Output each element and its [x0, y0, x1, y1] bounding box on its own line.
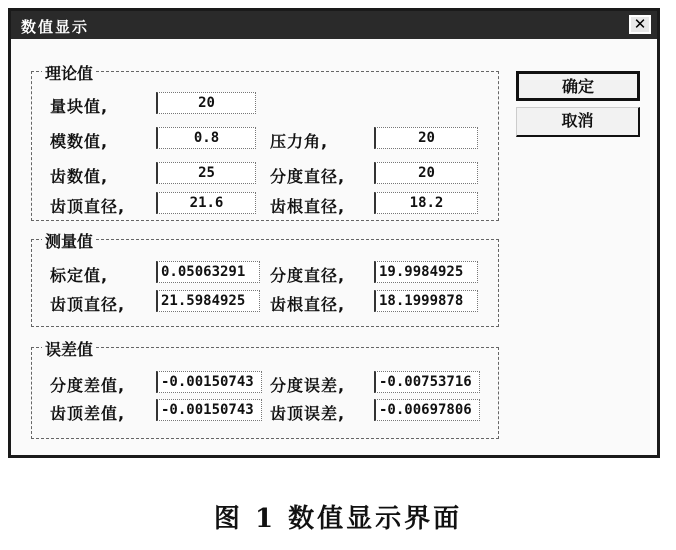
- pitch-error-label: 分度误差,: [270, 376, 346, 395]
- tip-error-field[interactable]: -0.00697806: [374, 399, 480, 421]
- figure-caption: 图 1 数值显示界面: [213, 504, 463, 534]
- window-title: 数值显示: [21, 18, 90, 36]
- pitch-diff-field[interactable]: -0.00150743: [156, 371, 262, 393]
- dialog-window: [8, 8, 660, 458]
- theory-group: [31, 64, 499, 221]
- title-bar: [11, 11, 657, 39]
- theory-group-title: 理论值: [42, 61, 96, 84]
- error-group-title: 误差值: [42, 337, 96, 360]
- pitch-diameter-field[interactable]: 20: [374, 162, 478, 184]
- calibration-label: 标定值,: [50, 266, 109, 285]
- close-button[interactable]: [629, 15, 651, 34]
- ok-button[interactable]: 确定: [516, 71, 640, 101]
- pressure-angle-label: 压力角,: [270, 132, 329, 151]
- teeth-field[interactable]: 25: [156, 162, 256, 184]
- measured-pitch-diameter-field[interactable]: 19.9984925: [374, 261, 478, 283]
- error-group: [31, 340, 499, 439]
- cancel-button[interactable]: 取消: [516, 107, 640, 137]
- close-icon: ✕: [633, 15, 647, 33]
- block-value-label: 量块值,: [50, 97, 109, 116]
- tip-diameter-field[interactable]: 21.6: [156, 192, 256, 214]
- measured-root-diameter-field[interactable]: 18.1999878: [374, 290, 478, 312]
- teeth-label: 齿数值,: [50, 167, 109, 186]
- tip-diameter-label: 齿顶直径,: [50, 197, 126, 216]
- modulus-label: 模数值,: [50, 132, 109, 151]
- measured-pitch-diameter-label: 分度直径,: [270, 266, 346, 285]
- tip-diff-field[interactable]: -0.00150743: [156, 399, 262, 421]
- tip-diff-label: 齿顶差值,: [50, 404, 126, 423]
- measured-tip-diameter-label: 齿顶直径,: [50, 295, 126, 314]
- root-diameter-field[interactable]: 18.2: [374, 192, 478, 214]
- pitch-diameter-label: 分度直径,: [270, 167, 346, 186]
- measured-root-diameter-label: 齿根直径,: [270, 295, 346, 314]
- pressure-angle-field[interactable]: 20: [374, 127, 478, 149]
- pitch-error-field[interactable]: -0.00753716: [374, 371, 480, 393]
- modulus-field[interactable]: 0.8: [156, 127, 256, 149]
- tip-error-label: 齿顶误差,: [270, 404, 346, 423]
- calibration-field[interactable]: 0.05063291: [156, 261, 260, 283]
- root-diameter-label: 齿根直径,: [270, 197, 346, 216]
- pitch-diff-label: 分度差值,: [50, 376, 126, 395]
- measured-tip-diameter-field[interactable]: 21.5984925: [156, 290, 260, 312]
- block-value-field[interactable]: 20: [156, 92, 256, 114]
- measured-group: [31, 232, 499, 327]
- measured-group-title: 测量值: [42, 229, 96, 252]
